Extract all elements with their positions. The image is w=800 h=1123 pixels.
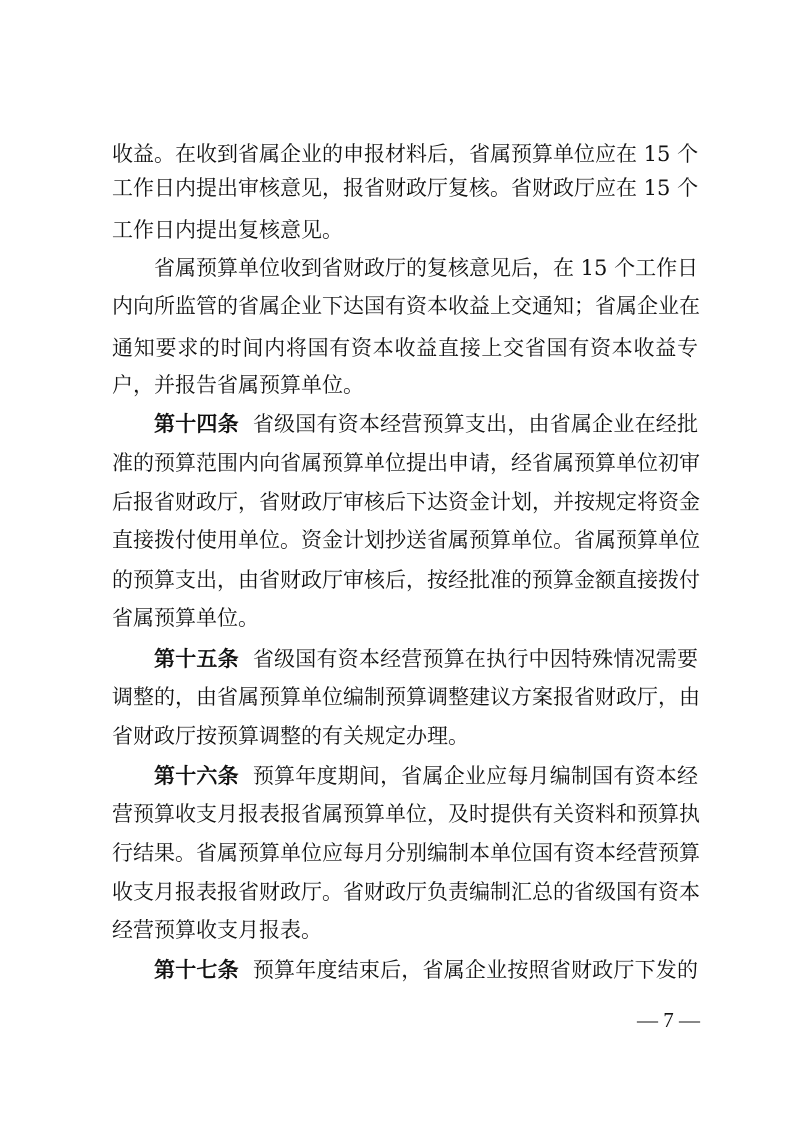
text-line: 工作日内提出复核意见。 <box>112 218 343 242</box>
article-heading: 第十四条 <box>154 411 239 436</box>
text-line: 经营预算收支月报表。 <box>112 918 322 942</box>
article-line <box>154 410 698 438</box>
article-heading: 第十六条 <box>154 763 239 788</box>
text-line: 直接拨付使用单位。资金计划抄送省属预算单位。省属预算单位 <box>112 528 700 552</box>
text-line: 通知要求的时间内将国有资本收益直接上交省国有资本收益专 <box>112 336 698 360</box>
article-line <box>154 956 698 984</box>
text-line: 营预算收支月报表报省属预算单位，及时提供有关资料和预算执 <box>112 802 700 826</box>
text-line: 收支月报表报省财政厅。省财政厅负责编制汇总的省级国有资本 <box>112 880 700 904</box>
article-heading: 第十七条 <box>154 957 239 982</box>
text-line: 工作日内提出审核意见，报省财政厅复核。省财政厅应在 15 个 <box>112 176 699 200</box>
text-line: 收益。在收到省属企业的申报材料后，省属预算单位应在 15 个 <box>112 142 699 166</box>
article-heading: 第十五条 <box>154 646 239 671</box>
text-segment: 省级国有资本经营预算在执行中因特殊情况需要 <box>252 647 699 671</box>
text-line: 户，并报告省属预算单位。 <box>112 373 364 397</box>
text-line: 后报省财政厅，省财政厅审核后下达资金计划，并按规定将资金 <box>112 490 700 514</box>
text-line: 准的预算范围内向省属预算单位提出申请，经省属预算单位初审 <box>112 451 700 475</box>
text-line: 的预算支出，由省财政厅审核后，按经批准的预算金额直接拨付 <box>112 568 700 592</box>
text-line: 省属预算单位收到省财政厅的复核意见后，在 15 个工作日 <box>154 256 699 280</box>
text-segment: 省级国有资本经营预算支出，由省属企业在经批 <box>252 412 699 436</box>
text-line: 行结果。省属预算单位应每月分别编制本单位国有资本经营预算 <box>112 841 700 865</box>
text-line: 调整的，由省属预算单位编制预算调整建议方案报省财政厅，由 <box>112 685 700 709</box>
text-segment: 预算年度期间，省属企业应每月编制国有资本经 <box>252 764 699 788</box>
page-number: — 7 — <box>637 1008 700 1032</box>
text-line: 省属预算单位。 <box>112 606 259 630</box>
text-segment: 预算年度结束后，省属企业按照省财政厅下发的 <box>252 958 699 982</box>
text-line: 内向所监管的省属企业下达国有资本收益上交通知；省属企业在 <box>112 294 700 318</box>
article-line <box>154 645 698 673</box>
article-line <box>154 762 698 790</box>
text-line: 省财政厅按预算调整的有关规定办理。 <box>112 724 469 748</box>
